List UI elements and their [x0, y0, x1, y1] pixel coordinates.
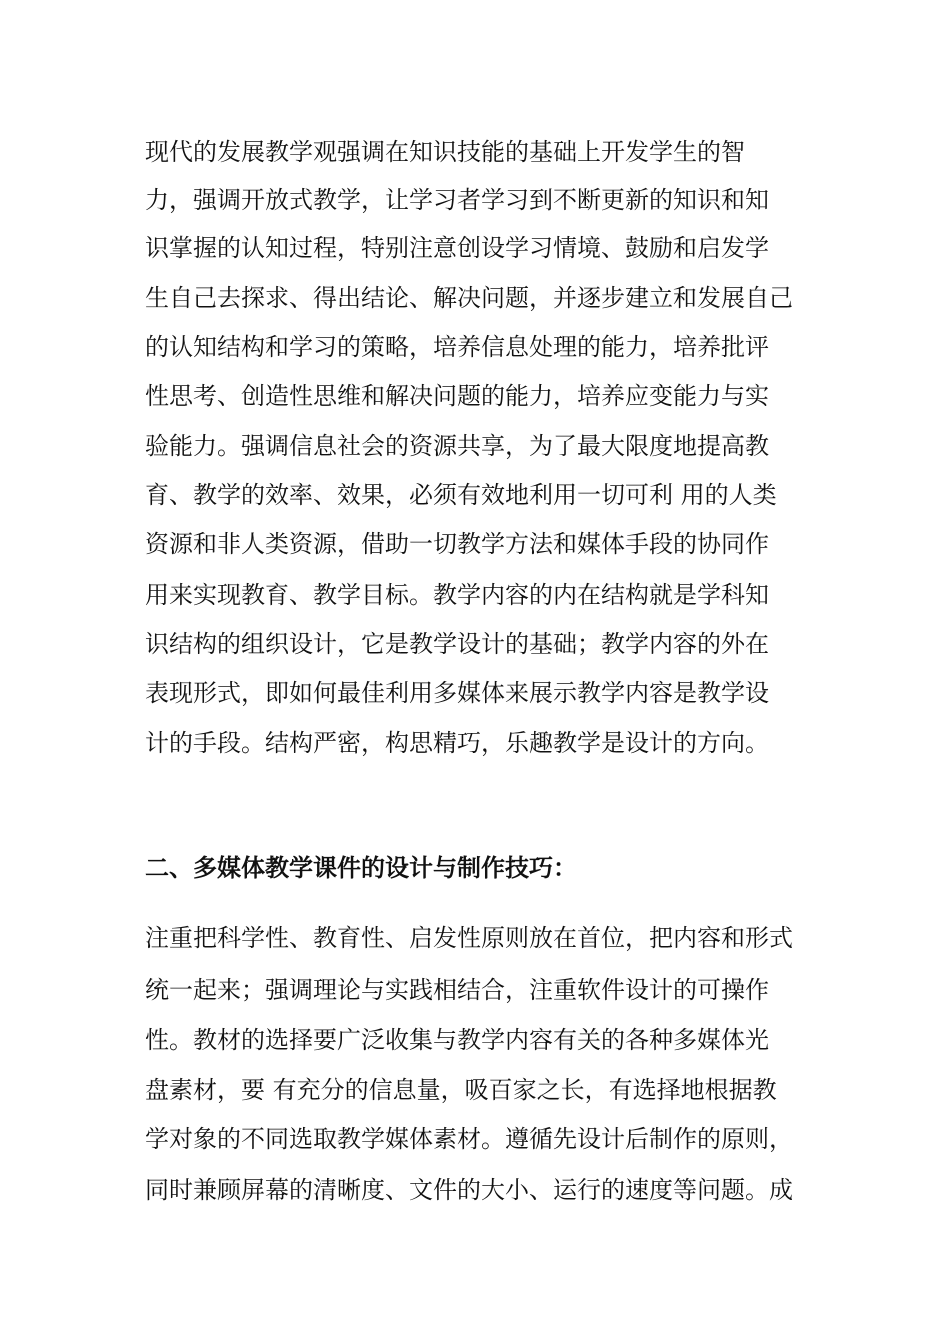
paragraph1-line: 力，强调开放式教学，让学习者学习到不断更新的知识和知 — [145, 186, 769, 214]
paragraph1-line: 性思考、创造性思维和解决问题的能力，培养应变能力与实 — [145, 382, 769, 410]
paragraph2-line: 学对象的不同选取教学媒体素材。遵循先设计后制作的原则， — [145, 1125, 793, 1153]
paragraph1-line: 表现形式，即如何最佳利用多媒体来展示教学内容是教学设 — [145, 679, 769, 707]
paragraph1-line: 育、教学的效率、效果，必须有效地利用一切可利 用的人类 — [145, 481, 777, 509]
paragraph2-line: 同时兼顾屏幕的清晰度、文件的大小、运行的速度等问题。成 — [145, 1176, 793, 1204]
paragraph1-line: 资源和非人类资源，借助一切教学方法和媒体手段的协同作 — [145, 530, 769, 558]
paragraph2-line: 性。教材的选择要广泛收集与教学内容有关的各种多媒体光 — [145, 1026, 769, 1054]
paragraph1-line: 的认知结构和学习的策略，培养信息处理的能力，培养批评 — [145, 333, 769, 361]
paragraph1-line: 生自己去探求、得出结论、解决问题，并逐步建立和发展自己 — [145, 284, 793, 312]
paragraph2-line: 统一起来；强调理论与实践相结合，注重软件设计的可操作 — [145, 976, 769, 1004]
paragraph1-line: 识掌握的认知过程，特别注意创设学习情境、鼓励和启发学 — [145, 234, 769, 262]
paragraph1-line: 识结构的组织设计，它是教学设计的基础；教学内容的外在 — [145, 630, 769, 658]
paragraph2-line: 注重把科学性、教育性、启发性原则放在首位，把内容和形式 — [145, 924, 793, 952]
paragraph2-line: 盘素材，要 有充分的信息量，吸百家之长，有选择地根据教 — [145, 1076, 777, 1104]
paragraph1-line: 计的手段。结构严密，构思精巧，乐趣教学是设计的方向。 — [145, 729, 769, 757]
paragraph1-line: 验能力。强调信息社会的资源共享，为了最大限度地提高教 — [145, 432, 769, 460]
paragraph1-line: 用来实现教育、教学目标。教学内容的内在结构就是学科知 — [145, 581, 769, 609]
paragraph1-line: 现代的发展教学观强调在知识技能的基础上开发学生的智 — [145, 138, 745, 166]
section-heading: 二、多媒体教学课件的设计与制作技巧： — [145, 853, 577, 882]
